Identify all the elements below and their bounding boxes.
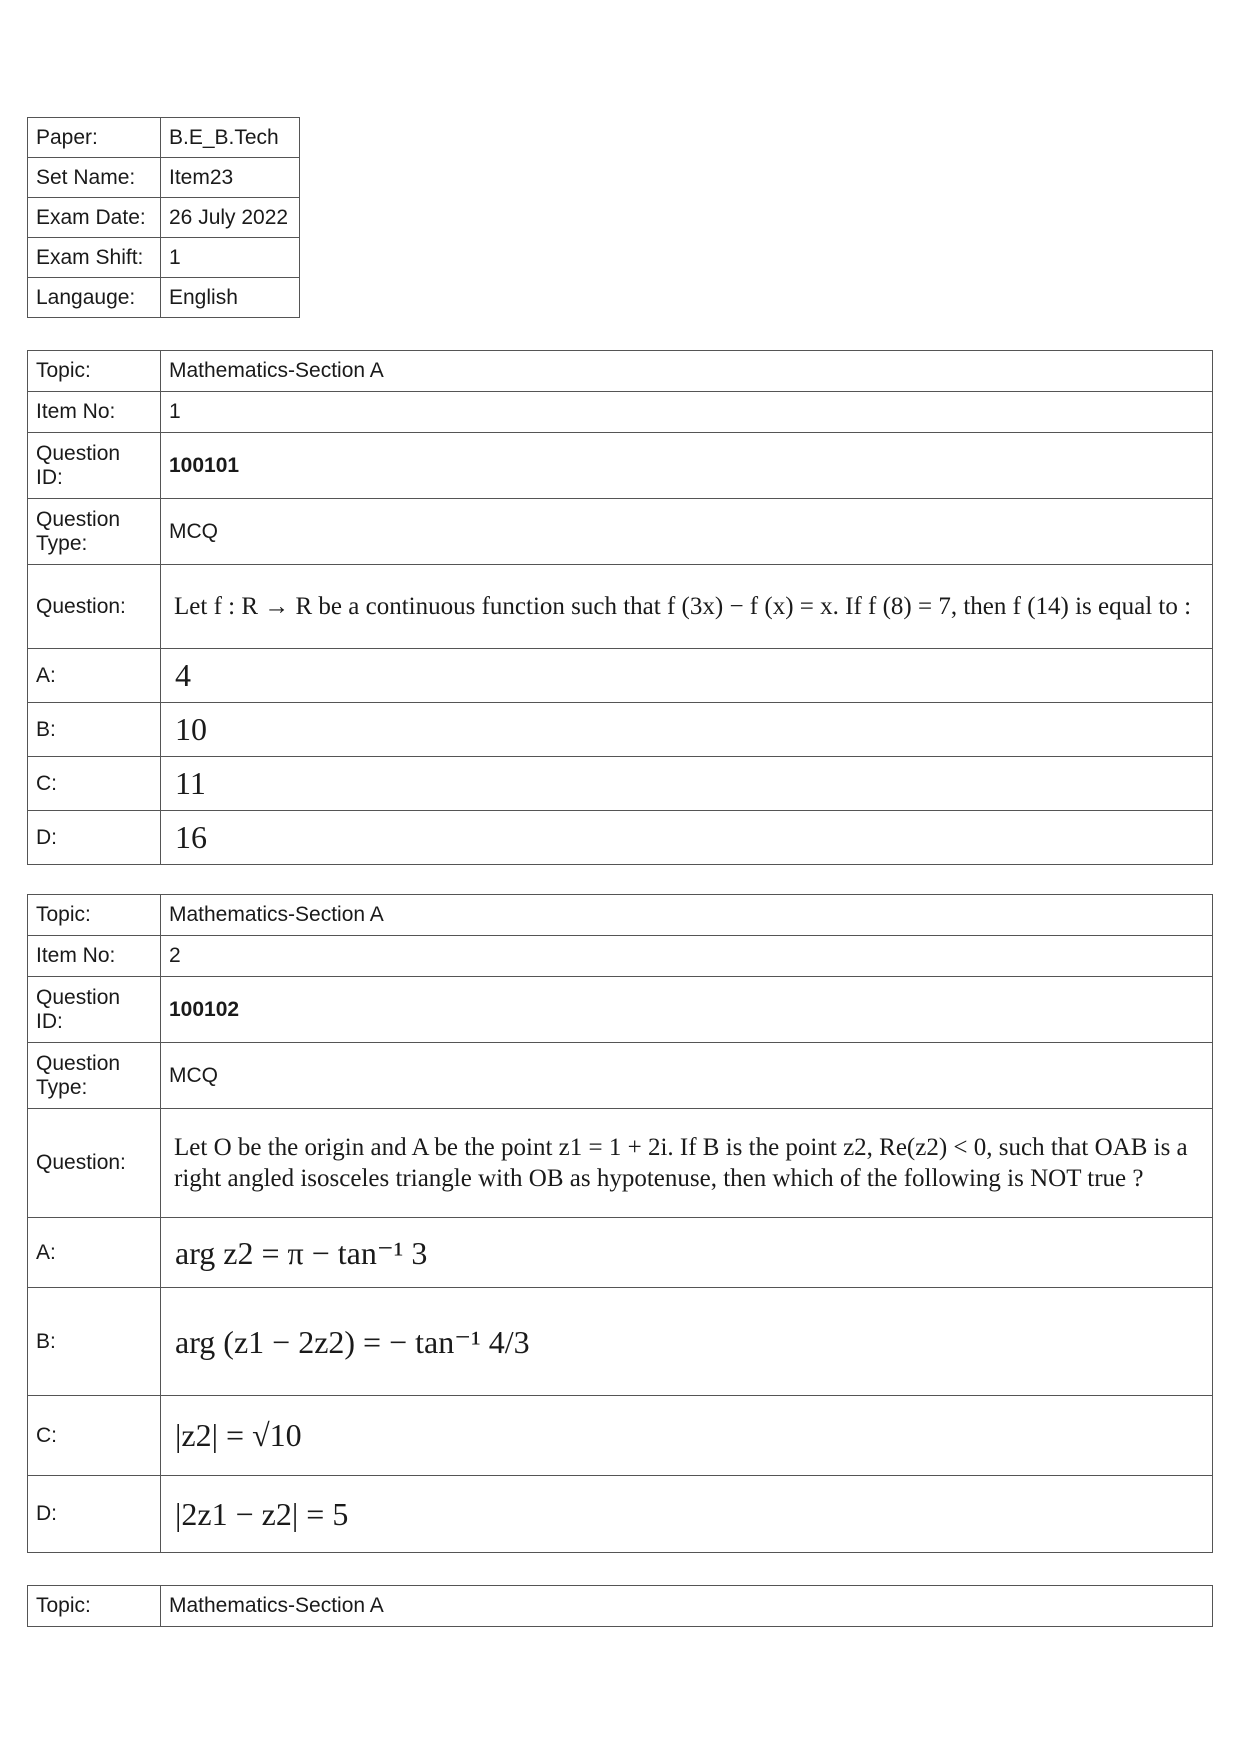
- option-d: 16: [161, 811, 1213, 865]
- question-type-label: Question Type:: [28, 499, 161, 565]
- question-id-row: [28, 433, 1213, 499]
- question-row: [28, 565, 1213, 649]
- item-no-label: Item No:: [28, 936, 161, 977]
- option-label-b: B:: [28, 1288, 161, 1396]
- topic-row: [28, 895, 1213, 936]
- option-a: arg z2 = π − tan⁻¹ 3: [161, 1218, 1213, 1288]
- option-row-b: [28, 1288, 1213, 1396]
- meta-label: Exam Shift:: [28, 238, 161, 278]
- option-b: 10: [161, 703, 1213, 757]
- question-text: Let O be the origin and A be the point z1 = 1 + 2i. If B is the point z2, Re(z2) < 0, such that OAB is a right angled isosceles triangle with OB as hypotenuse, then which of the following is NOT true ?: [161, 1109, 1213, 1218]
- topic-value: Mathematics-Section A: [161, 351, 1213, 392]
- question-id-label: Question ID:: [28, 433, 161, 499]
- item-no-value: 2: [161, 936, 1213, 977]
- question-3-table: [27, 1585, 1213, 1627]
- topic-row: [28, 351, 1213, 392]
- question-type-value: MCQ: [161, 1043, 1213, 1109]
- question-type-value: MCQ: [161, 499, 1213, 565]
- option-label-d: D:: [28, 811, 161, 865]
- option-label-a: A:: [28, 649, 161, 703]
- item-no-row: [28, 936, 1213, 977]
- question-type-row: [28, 499, 1213, 565]
- meta-value: 26 July 2022: [161, 198, 300, 238]
- topic-value: Mathematics-Section A: [161, 895, 1213, 936]
- question-id-row: [28, 977, 1213, 1043]
- option-row-d: [28, 811, 1213, 865]
- option-row-a: [28, 1218, 1213, 1288]
- item-no-value: 1: [161, 392, 1213, 433]
- meta-label: Set Name:: [28, 158, 161, 198]
- topic-label: Topic:: [28, 351, 161, 392]
- option-c: |z2| = √10: [161, 1396, 1213, 1476]
- question-id-value: 100102: [161, 977, 1213, 1043]
- meta-value: English: [161, 278, 300, 318]
- option-row-a: [28, 649, 1213, 703]
- item-no-label: Item No:: [28, 392, 161, 433]
- topic-row: [28, 1586, 1213, 1627]
- meta-label: Exam Date:: [28, 198, 161, 238]
- question-id-value: 100101: [161, 433, 1213, 499]
- question-type-row: [28, 1043, 1213, 1109]
- question-id-label: Question ID:: [28, 977, 161, 1043]
- option-label-c: C:: [28, 757, 161, 811]
- option-row-c: [28, 1396, 1213, 1476]
- option-d: |2z1 − z2| = 5: [161, 1476, 1213, 1553]
- item-no-row: [28, 392, 1213, 433]
- option-a: 4: [161, 649, 1213, 703]
- question-label: Question:: [28, 565, 161, 649]
- option-b: arg (z1 − 2z2) = − tan⁻¹ 4/3: [161, 1288, 1213, 1396]
- meta-value: B.E_B.Tech: [161, 118, 300, 158]
- question-2-table: [27, 894, 1213, 1553]
- option-label-d: D:: [28, 1476, 161, 1553]
- question-text: Let f : R → R be a continuous function such that f (3x) − f (x) = x. If f (8) = 7, then f (14) is equal to :: [161, 565, 1213, 649]
- meta-row-paper: [28, 118, 300, 158]
- meta-row-set-name: [28, 158, 300, 198]
- question-1-table: [27, 350, 1213, 865]
- option-label-b: B:: [28, 703, 161, 757]
- option-row-d: [28, 1476, 1213, 1553]
- meta-label: Langauge:: [28, 278, 161, 318]
- topic-value: Mathematics-Section A: [161, 1586, 1213, 1627]
- option-row-c: [28, 757, 1213, 811]
- meta-label: Paper:: [28, 118, 161, 158]
- option-c: 11: [161, 757, 1213, 811]
- option-label-c: C:: [28, 1396, 161, 1476]
- meta-value: 1: [161, 238, 300, 278]
- meta-row-exam-shift: [28, 238, 300, 278]
- meta-value: Item23: [161, 158, 300, 198]
- option-row-b: [28, 703, 1213, 757]
- question-type-label: Question Type:: [28, 1043, 161, 1109]
- meta-row-exam-date: [28, 198, 300, 238]
- option-label-a: A:: [28, 1218, 161, 1288]
- exam-meta-table: [27, 117, 300, 318]
- question-row: [28, 1109, 1213, 1218]
- question-label: Question:: [28, 1109, 161, 1218]
- topic-label: Topic:: [28, 895, 161, 936]
- meta-row-language: [28, 278, 300, 318]
- topic-label: Topic:: [28, 1586, 161, 1627]
